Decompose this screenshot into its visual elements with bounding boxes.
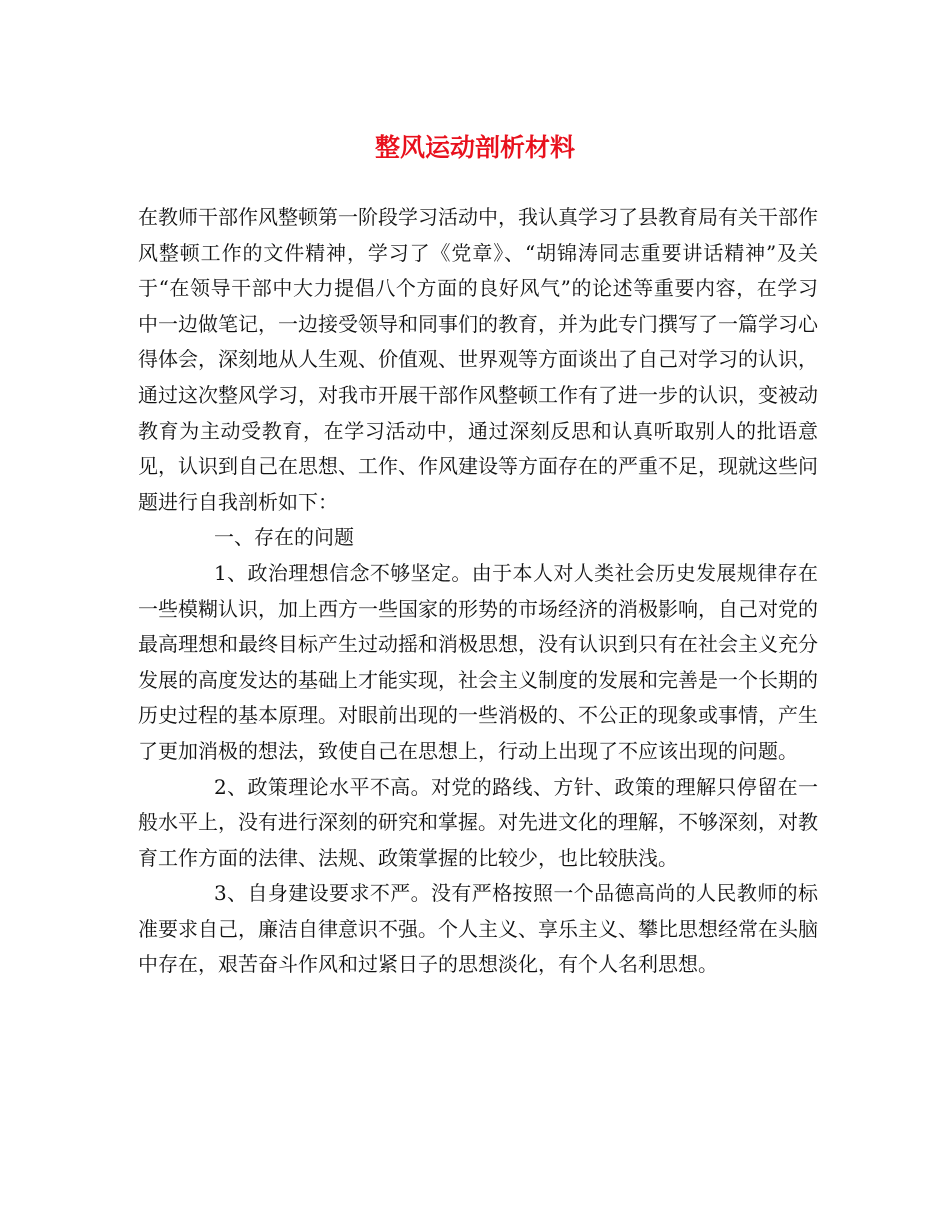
problem-paragraph-3: 3、自身建设要求不严。没有严格按照一个品德高尚的人民教师的标准要求自己，廉洁自律意识不强。个人主义、享乐主义、攀比思想经常在头脑中存在，艰苦奋斗作风和过紧日子的思想淡化，有个人名利思想。 [138,881,818,977]
problem-paragraph-1: 1、政治理想信念不够坚定。由于本人对人类社会历史发展规律存在一些模糊认识，加上西方一些国家的形势的市场经济的消极影响，自己对党的最高理想和最终目标产生过动摇和消极思想，没有认识到只有在社会主义充分发展的高度发达的基础上才能实现，社会主义制度的发展和完善是一个长期的历史过程的基本原理。对眼前出现的一些消极的、不公正的现象或事情，产生了更加消极的想法，致使自己在思想上，行动上出现了不应该出现的问题。 [138,560,818,763]
intro-paragraph: 在教师干部作风整顿第一阶段学习活动中，我认真学习了县教育局有关干部作风整顿工作的文件精神，学习了《党章》、“胡锦涛同志重要讲话精神”及关于“在领导干部中大力提倡八个方面的良好风气”的论述等重要内容，在学习中一边做笔记，一边接受领导和同事们的教育，并为此专门撰写了一篇学习心得体会，深刻地从人生观、价值观、世界观等方面谈出了自己对学习的认识，通过这次整风学习，对我市开展干部作风整顿工作有了进一步的认识，变被动教育为主动受教育，在学习活动中，通过深刻反思和认真听取别人的批语意见，认识到自己在思想、工作、作风建设等方面存在的严重不足，现就这些问题进行自我剖析如下： [138,205,818,514]
document-title: 整风运动剖析材料 [374,133,575,162]
problem-paragraph-2: 2、政策理论水平不高。对党的路线、方针、政策的理解只停留在一般水平上，没有进行深刻的研究和掌握。对先进文化的理解，不够深刻，对教育工作方面的法律、法规、政策掌握的比较少，也比较肤浅。 [138,774,818,870]
document-body [138,200,818,983]
section-heading-problems: 一、存在的问题 [214,525,354,550]
